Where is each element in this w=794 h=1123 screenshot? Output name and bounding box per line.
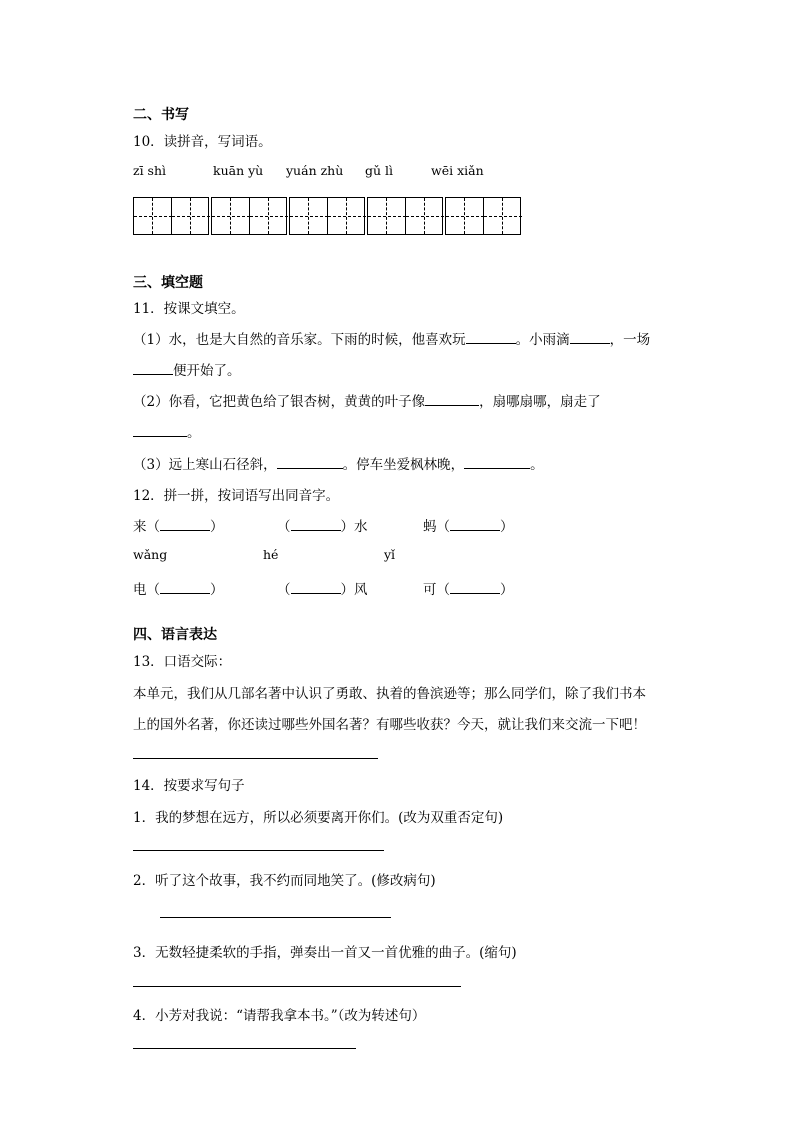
q11-part3: （3）远上寒山石径斜， 。停车坐爱枫林晚， 。 xyxy=(133,457,544,473)
pinyin-1: zī shì xyxy=(133,163,167,178)
blank-13[interactable] xyxy=(450,581,500,594)
q12-row3-item1: 电（ ） xyxy=(133,582,224,598)
pinyin-4: gǔ lì xyxy=(365,163,394,178)
blank-4[interactable] xyxy=(425,393,479,406)
q12-row3-item2: （ ）风 xyxy=(277,582,368,598)
blank-1[interactable] xyxy=(466,331,516,344)
q14-sentence-2: 2．听了这个故事，我不约而同地笑了。(修改病句) xyxy=(133,873,436,889)
pinyin-yi: yǐ xyxy=(384,547,396,562)
word-box-1[interactable] xyxy=(133,197,209,235)
pinyin-wang: wǎng xyxy=(133,547,168,562)
blank-6[interactable] xyxy=(277,456,343,469)
blank-11[interactable] xyxy=(160,581,210,594)
blank-8[interactable] xyxy=(160,518,210,531)
answer-line-14-2[interactable] xyxy=(160,917,391,918)
blank-2[interactable] xyxy=(570,331,610,344)
q11-part2-line1: （2）你看，它把黄色给了银杏树，黄黄的叶子像 ，扇哪扇哪，扇走了 xyxy=(133,394,601,410)
question-11: 11．按课文填空。 xyxy=(133,301,245,317)
blank-7[interactable] xyxy=(464,456,530,469)
answer-line-13[interactable] xyxy=(133,758,378,759)
q13-text-line2: 上的国外名著，你还读过哪些外国名著？有哪些收获？今天，就让我们来交流一下吧！ xyxy=(133,717,646,733)
word-box-4[interactable] xyxy=(367,197,443,235)
pinyin-2: kuān yù xyxy=(213,163,264,178)
blank-12[interactable] xyxy=(291,581,341,594)
q12-row1-item1: 来（ ） xyxy=(133,519,224,535)
section-title-fill: 三、填空题 xyxy=(133,275,203,291)
pinyin-5: wēi xiǎn xyxy=(431,163,484,178)
q13-text-line1: 本单元，我们从几部名著中认识了勇敢、执着的鲁滨逊等；那么同学们，除了我们书本 xyxy=(133,686,646,702)
q11-part1-line2: 便开始了。 xyxy=(133,359,241,379)
section-title-writing: 二、书写 xyxy=(133,107,189,123)
word-box-5[interactable] xyxy=(445,197,521,235)
blank-5[interactable] xyxy=(133,424,187,437)
q14-sentence-4: 4．小芳对我说：“请帮我拿本书。”（改为转述句） xyxy=(133,1008,426,1024)
question-12: 12．拼一拼，按词语写出同音字。 xyxy=(133,488,340,504)
q12-row1-item2: （ ）水 xyxy=(277,519,368,535)
word-box-2[interactable] xyxy=(211,197,287,235)
q11-part2-line2: 。 xyxy=(133,421,201,441)
q12-row1-item3: 蚂（ ） xyxy=(423,519,514,535)
blank-10[interactable] xyxy=(450,518,500,531)
question-14: 14．按要求写句子 xyxy=(133,778,245,794)
word-box-3[interactable] xyxy=(289,197,365,235)
q11-part1-line1: （1）水，也是大自然的音乐家。下雨的时候，他喜欢玩 。小雨滴 ，一场 xyxy=(133,332,651,348)
answer-line-14-1[interactable] xyxy=(133,850,384,851)
blank-9[interactable] xyxy=(291,518,341,531)
q12-row3-item3: 可（ ） xyxy=(423,582,514,598)
section-title-expression: 四、语言表达 xyxy=(133,627,217,643)
q14-sentence-1: 1．我的梦想在远方，所以必须要离开你们。(改为双重否定句) xyxy=(133,810,504,826)
q14-sentence-3: 3．无数轻捷柔软的手指，弹奏出一首又一首优雅的曲子。(缩句) xyxy=(133,945,517,961)
blank-3[interactable] xyxy=(133,362,173,375)
answer-line-14-4[interactable] xyxy=(133,1048,356,1049)
question-10: 10．读拼音，写词语。 xyxy=(133,134,272,150)
answer-line-14-3[interactable] xyxy=(133,986,461,987)
pinyin-3: yuán zhù xyxy=(286,163,344,178)
pinyin-he: hé xyxy=(263,547,279,562)
question-13: 13．口语交际： xyxy=(133,654,232,670)
